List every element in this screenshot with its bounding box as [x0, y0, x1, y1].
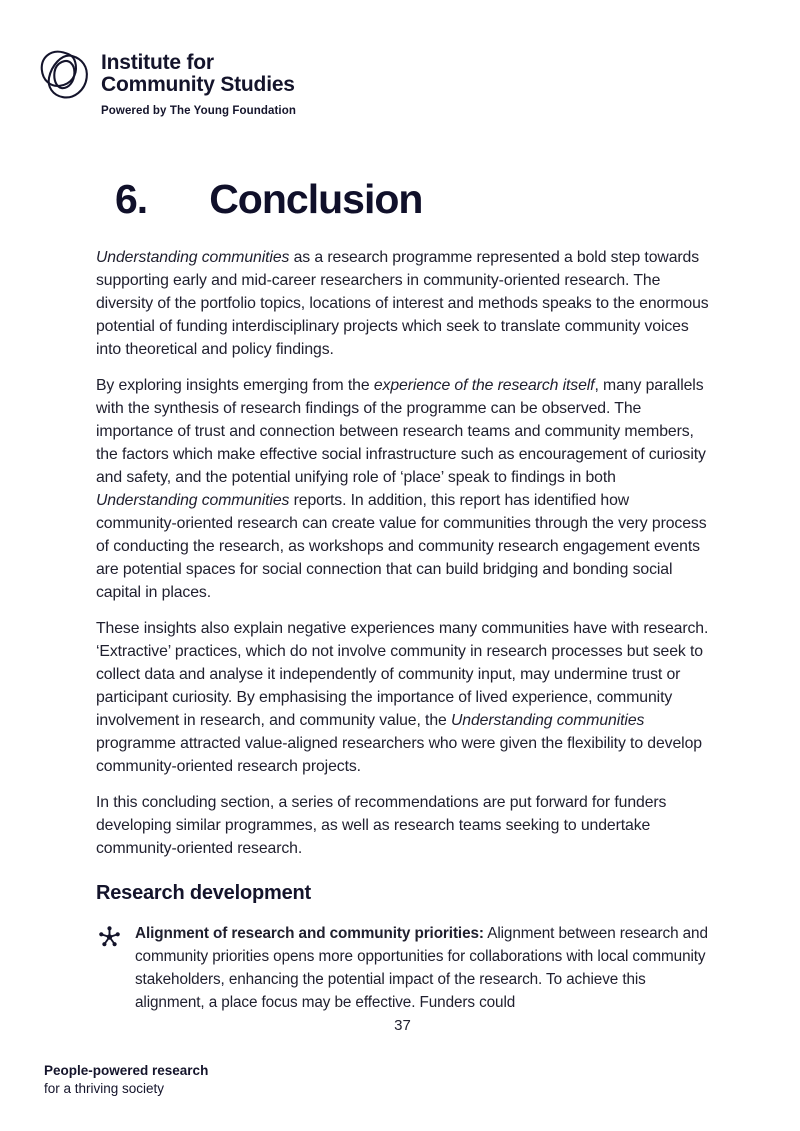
recommendation-text	[135, 922, 709, 1014]
footer-tagline-regular: for a thriving society	[44, 1081, 165, 1096]
text-segment: , many parallels with the synthesis of research findings of the programme can be observed. The importance of trust and connection between research teams and community members, the factors which make effective social infrastructure such as encouragement of curiosity and safety, and the potential unifying role of ‘place’ speak to findings in both	[96, 377, 706, 486]
text-segment: Understanding communities	[96, 492, 290, 509]
paragraph	[96, 246, 709, 361]
text-segment: Understanding communities	[451, 712, 645, 729]
chapter-number: 6.	[115, 176, 148, 222]
logo-tagline: Powered by The Young Foundation	[101, 105, 296, 117]
logo	[35, 46, 296, 117]
text-segment: as a research programme represented a bold step towards supporting early and mid-career researchers in community-oriented research. The diversity of the portfolio topics, locations of interest and methods speaks to the enormous potential of funding interdisciplinary projects which seek to translate community voices into theoretical and policy findings.	[96, 249, 709, 358]
text-segment: reports. In addition, this report has identified how community-oriented research can create value for communities through the very process of conducting the research, as workshops and community research engagement events are potential spaces for social connection that can build bridging and bonding social capital in places.	[96, 492, 707, 601]
text-segment: Understanding communities	[96, 249, 290, 266]
document-body	[96, 176, 709, 1034]
logo-name-line1: Institute for	[101, 51, 214, 74]
logo-name-line2: Community Studies	[101, 73, 295, 96]
text-segment: Alignment between research and community priorities opens more opportunities for collaborations with local community stakeholders, enhancing the potential impact of the research. To achieve this alignment, a place focus may be effective. Funders could	[135, 925, 708, 1011]
recommendation-item	[96, 922, 709, 1014]
text-segment: By exploring insights emerging from the	[96, 377, 374, 394]
text-segment: Alignment of research and community priorities:	[135, 925, 484, 942]
paragraph	[96, 617, 709, 778]
footer	[44, 1062, 208, 1098]
footer-tagline-bold: People-powered research	[44, 1063, 209, 1078]
text-segment: experience of the research itself	[373, 377, 595, 394]
chapter-title-text: Conclusion	[209, 176, 423, 222]
text-segment: These insights also explain negative experiences many communities have with research. ‘Extractive’ practices, which do not involve community in research processes but seek to collect data and analyse it independently of community input, may undermine trust or participant curiosity. By emphasising the importance of lived experience, community involvement in research, and community value, the	[96, 620, 709, 729]
logo-name	[101, 52, 296, 96]
text-segment: programme attracted value-aligned researchers who were given the flexibility to develop community-oriented research projects.	[96, 735, 702, 775]
institute-community-studies-logo-icon	[35, 46, 93, 104]
logo-text	[101, 46, 296, 117]
body-paragraphs	[96, 246, 709, 860]
molecule-icon	[96, 923, 123, 951]
paragraph	[96, 374, 709, 604]
section-heading: Research development	[96, 882, 311, 904]
chapter-title	[115, 176, 709, 222]
text-segment: In this concluding section, a series of recommendations are put forward for funders developing similar programmes, as well as research teams seeking to undertake community-oriented research.	[96, 794, 667, 857]
page-number: 37	[394, 1017, 411, 1034]
paragraph	[96, 791, 709, 860]
